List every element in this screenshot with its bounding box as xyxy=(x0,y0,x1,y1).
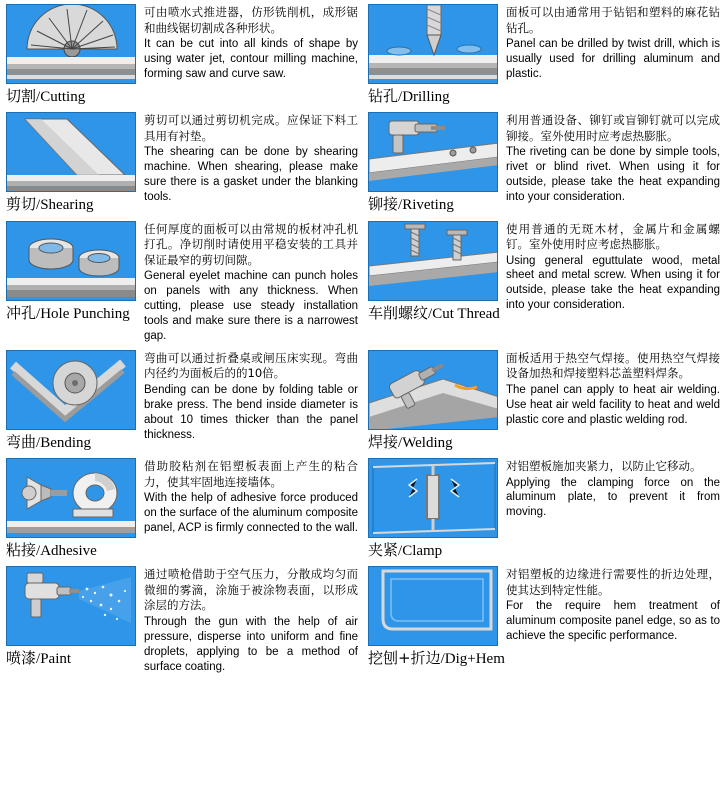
caption-en: Paint xyxy=(40,651,72,668)
caption-adhesive xyxy=(6,542,136,560)
process-cell-hole-punching xyxy=(6,221,358,350)
caption-shearing xyxy=(6,196,136,214)
caption-en: Riveting xyxy=(402,197,454,214)
process-cell-bending xyxy=(6,350,358,458)
shearing-blade-icon xyxy=(7,113,136,192)
desc-en: With the help of adhesive force produced on the surface of the aluminum composite panel, ACP is firmly connected to the wall. xyxy=(144,492,358,534)
text-adhesive xyxy=(136,458,358,536)
caption-sep: / xyxy=(36,542,41,559)
illustration-riveting xyxy=(368,112,498,192)
caption-cn: 焊接 xyxy=(368,432,399,451)
illustration-hole-punching xyxy=(6,221,136,301)
caption-en: Shearing xyxy=(40,197,94,214)
desc-cn: 借助胶粘剂在铝塑板表面上产生的粘合力，使其牢固地连接墙体。 xyxy=(144,458,358,489)
caption-en: Drilling xyxy=(402,89,450,105)
text-drilling xyxy=(498,4,720,82)
caption-cn: 钻孔 xyxy=(368,87,399,105)
screw-thread-icon xyxy=(369,222,498,301)
desc-en: General eyelet machine can punch holes on panels with any thickness. When cutting, please use steady installation tools and make sure there is a narrowest gap. xyxy=(144,270,358,342)
spray-gun-icon xyxy=(7,567,136,646)
illustration-bending xyxy=(6,350,136,430)
process-grid xyxy=(6,4,720,681)
text-paint xyxy=(136,566,358,674)
caption-drilling xyxy=(368,88,498,106)
dig-hem-icon xyxy=(369,567,498,646)
caption-cutting xyxy=(6,88,136,106)
desc-en: Panel can be drilled by twist drill, which is usually used for drilling aluminum and plastic. xyxy=(506,38,720,80)
caption-cn: 夹紧 xyxy=(368,540,399,559)
process-cell-riveting xyxy=(368,112,720,220)
caption-en: Bending xyxy=(40,434,92,451)
illustration-clamp xyxy=(368,458,498,538)
illustration-drilling xyxy=(368,4,498,84)
illustration-paint xyxy=(6,566,136,646)
caption-riveting xyxy=(368,196,498,214)
illustration-cut-thread xyxy=(368,221,498,301)
text-cut-thread xyxy=(498,221,720,314)
caption-sep: / xyxy=(36,434,41,451)
illustration-adhesive xyxy=(6,458,136,538)
desc-en: The riveting can be done by simple tools, rivet or blind rivet. When using it for outside, please take the heat expanding into your consideration. xyxy=(506,146,720,204)
text-cutting xyxy=(136,4,358,82)
caption-cn: 车削螺纹 xyxy=(368,303,429,322)
caption-cn: 切割 xyxy=(6,87,37,105)
desc-en: Bending can be done by folding table or brake press. The bend inside diameter is about 10 times thicker than the panel thickness. xyxy=(144,383,358,441)
caption-hole-punching xyxy=(6,305,136,323)
caption-paint xyxy=(6,650,136,668)
text-bending xyxy=(136,350,358,443)
caption-en: Adhesive xyxy=(40,542,97,559)
twist-drill-icon xyxy=(369,5,498,84)
caption-sep: / xyxy=(398,434,403,451)
caption-en: Dig+Hem xyxy=(444,651,505,668)
process-cell-cutting xyxy=(6,4,358,112)
caption-en: Hole Punching xyxy=(40,305,130,322)
figure-welding xyxy=(368,350,498,452)
illustration-cutting xyxy=(6,4,136,84)
caption-bending xyxy=(6,434,136,452)
caption-cut-thread xyxy=(368,305,498,323)
caption-sep: / xyxy=(440,651,445,668)
figure-paint xyxy=(6,566,136,668)
figure-drilling xyxy=(368,4,498,106)
process-cell-paint xyxy=(6,566,358,680)
process-cell-cut-thread xyxy=(368,221,720,350)
illustration-dig-hem xyxy=(368,566,498,646)
process-cell-drilling xyxy=(368,4,720,112)
process-cell-adhesive xyxy=(6,458,358,566)
adhesive-tape-icon xyxy=(7,459,136,538)
text-hole-punching xyxy=(136,221,358,344)
desc-cn: 面板适用于热空气焊接。使用热空气焊接设备加热和焊接塑料芯盖塑料焊条。 xyxy=(506,350,720,381)
caption-welding xyxy=(368,434,498,452)
figure-cut-thread xyxy=(368,221,498,323)
caption-sep: / xyxy=(36,651,41,668)
caption-en: Cut Thread xyxy=(432,305,500,322)
caption-en: Clamp xyxy=(402,542,443,559)
desc-cn: 面板可以由通常用于钻铝和塑料的麻花钻钻孔。 xyxy=(506,5,720,35)
caption-sep: / xyxy=(36,89,41,105)
caption-sep: / xyxy=(398,542,403,559)
text-dig-hem xyxy=(498,566,720,644)
desc-cn: 任何厚度的面板可以由常规的板材冲孔机打孔。净切削时请使用平稳安装的工具并保证最窄的剪切间隙。 xyxy=(144,221,358,267)
process-cell-shearing xyxy=(6,112,358,220)
desc-cn: 对铝塑板的边缘进行需要性的折边处理，使其达到特定性能。 xyxy=(506,567,720,597)
caption-cn: 喷漆 xyxy=(6,649,37,668)
figure-riveting xyxy=(368,112,498,214)
figure-dig-hem xyxy=(368,566,505,668)
caption-sep: / xyxy=(36,197,41,214)
figure-hole-punching xyxy=(6,221,136,323)
process-cell-welding xyxy=(368,350,720,458)
caption-sep: / xyxy=(398,197,403,214)
desc-cn: 对铝塑板施加夹紧力，以防止它移动。 xyxy=(506,458,702,473)
desc-en: For the require hem treatment of aluminum composite panel edge, so as to achieve the specific performance. xyxy=(506,600,720,643)
clamp-icon xyxy=(369,459,498,538)
process-cell-clamp xyxy=(368,458,720,566)
text-shearing xyxy=(136,112,358,205)
desc-en: Applying the clamping force on the aluminum plate, to prevent it from moving. xyxy=(506,476,720,519)
caption-sep: / xyxy=(428,305,433,322)
hot-air-welding-icon xyxy=(369,351,498,430)
caption-dig-hem xyxy=(368,649,505,668)
rivet-gun-icon xyxy=(369,113,498,192)
desc-en: Using general eguttulate wood, metal sheet and metal screw. When using it for outside, please take the heat expanding into your consideration. xyxy=(506,254,720,312)
figure-shearing xyxy=(6,112,136,214)
text-clamp xyxy=(498,458,720,520)
figure-adhesive xyxy=(6,458,136,560)
figure-bending xyxy=(6,350,136,452)
desc-cn: 可由喷水式推进器，仿形铣削机，成形锯和曲线锯切割成各种形状。 xyxy=(144,5,358,35)
caption-en: Cutting xyxy=(40,89,86,105)
bending-roller-icon xyxy=(7,351,136,430)
text-welding xyxy=(498,350,720,428)
desc-en: Through the gun with the help of air pressure, disperse into uniform and fine droplets, applying to be a method of surface coating. xyxy=(144,615,358,673)
illustration-welding xyxy=(368,350,498,430)
desc-en: The shearing can be done by shearing machine. When shearing, please make sure there is a gasket under the blanking tools. xyxy=(144,146,358,204)
figure-cutting xyxy=(6,4,136,106)
caption-cn: 粘接 xyxy=(6,540,37,559)
caption-clamp xyxy=(368,542,498,560)
desc-cn: 通过喷枪借助于空气压力，分散成均匀而微细的雾滴，涂施于被涂物表面，以形成涂层的方法。 xyxy=(144,567,358,613)
desc-cn: 弯曲可以通过折叠桌或闸压床实现。弯曲内径约为面板后的的10倍。 xyxy=(144,350,358,381)
hole-punch-icon xyxy=(7,222,136,301)
caption-cn: 弯曲 xyxy=(6,432,37,451)
desc-en: The panel can apply to heat air welding. Use heat air weld facility to heat and weld plastic core and plastic welding rod. xyxy=(506,383,720,426)
desc-en: It can be cut into all kinds of shape by using water jet, contour milling machine, forming saw and curve saw. xyxy=(144,38,358,80)
caption-cn: 剪切 xyxy=(6,195,37,214)
desc-cn: 剪切可以通过剪切机完成。应保证下料工具用有衬垫。 xyxy=(144,113,358,143)
illustration-shearing xyxy=(6,112,136,192)
desc-cn: 利用普通设备、铆钉或盲铆钉就可以完成铆接。室外使用时应考虑热膨胀。 xyxy=(506,113,720,143)
desc-cn: 使用普通的无斑木材，金属片和金属螺钉。室外使用时应考虑热膨胀。 xyxy=(506,221,720,252)
caption-cn: 冲孔 xyxy=(6,303,37,322)
caption-cn: 挖刨+折边 xyxy=(368,649,441,668)
caption-sep: / xyxy=(36,305,41,322)
caption-en: Welding xyxy=(402,434,453,451)
caption-sep: / xyxy=(398,89,403,105)
figure-clamp xyxy=(368,458,498,560)
caption-cn: 铆接 xyxy=(368,195,399,214)
circular-saw-blade-icon xyxy=(7,5,136,84)
process-cell-dig-hem xyxy=(368,566,720,680)
text-riveting xyxy=(498,112,720,205)
